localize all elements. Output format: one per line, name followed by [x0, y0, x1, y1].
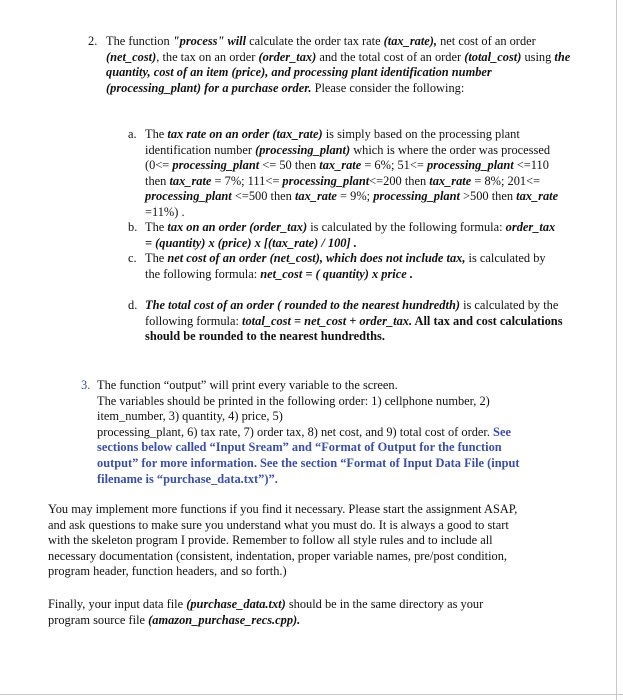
page-border-bottom [0, 694, 623, 695]
item-2-number: 2. [88, 34, 98, 48]
page-border-right [616, 0, 617, 700]
item-2a-text: The tax rate on an order (tax_rate) is simply based on the processing plant identification number (processing_plant) which is where the order was processed (0<= processing_plant <= 50 then tax_rate = 6%; 51<= processing_plant <=110 then tax_rate = 7%; 111<= processing_plant<=200 then tax_rate = 8%; 201<= processing_plant <=500 then tax_rate = 9%; processing_plant >500 then tax_rate =11%) . [145, 127, 559, 219]
item-2c-label: c. [128, 251, 137, 265]
item-2a-label: a. [128, 127, 137, 141]
item-2d-label: d. [128, 298, 138, 312]
item-2c-text: The net cost of an order (net_cost), which does not include tax, is calculated by the following formula: net_cost = ( quantity) x price . [145, 251, 546, 281]
item-2b-label: b. [128, 220, 138, 234]
item-2d-text: The total cost of an order ( rounded to the nearest hundredth) is calculated by the following formula: total_cost = net_cost + order_tax. All tax and cost calculations should be rounded to the nearest hundredths. [145, 298, 563, 344]
paragraph-implementation-notes: You may implement more functions if you find it necessary. Please start the assignment ASAP, and ask questions to make sure you understand what you must do. It is always a good to start with the skeleton program I provide. Remember to follow all style rules and to include all necessary documentation (consistent, indentation, proper variable names, pre/post condition, program header, function headers, and so forth.) [48, 502, 518, 579]
item-2-text: The function "process" will calculate the order tax rate (tax_rate), net cost of an order (net_cost), the tax on an order (order_tax) and the total cost of an order (total_cost) using the quantity, cost of an item (price), and processing plant identification number (processing_plant) for a purchase order. Please consider the following: [106, 34, 571, 95]
item-3-number: 3. [81, 378, 91, 392]
item-3-text: The function “output” will print every variable to the screen. The variables should be printed in the following order: 1) cellphone number, 2) item_number, 3) quantity, 4) price, 5) processing_plant, 6) tax rate, 7) order tax, 8) net cost, and 9) total cost of order. See sections below called “Input Sream” and “Format of Output for the function output” for more information. See the section “Format of Input Data File (input filename is “purchase_data.txt”)”. [97, 378, 520, 486]
item-2b-text: The tax on an order (order_tax) is calculated by the following formula: order_tax = (quantity) x (price) x [(tax_rate) / 100] . [145, 220, 556, 250]
paragraph-input-file: Finally, your input data file (purchase_data.txt) should be in the same directory as your program source file (amazon_purchase_recs.cpp). [48, 597, 484, 627]
